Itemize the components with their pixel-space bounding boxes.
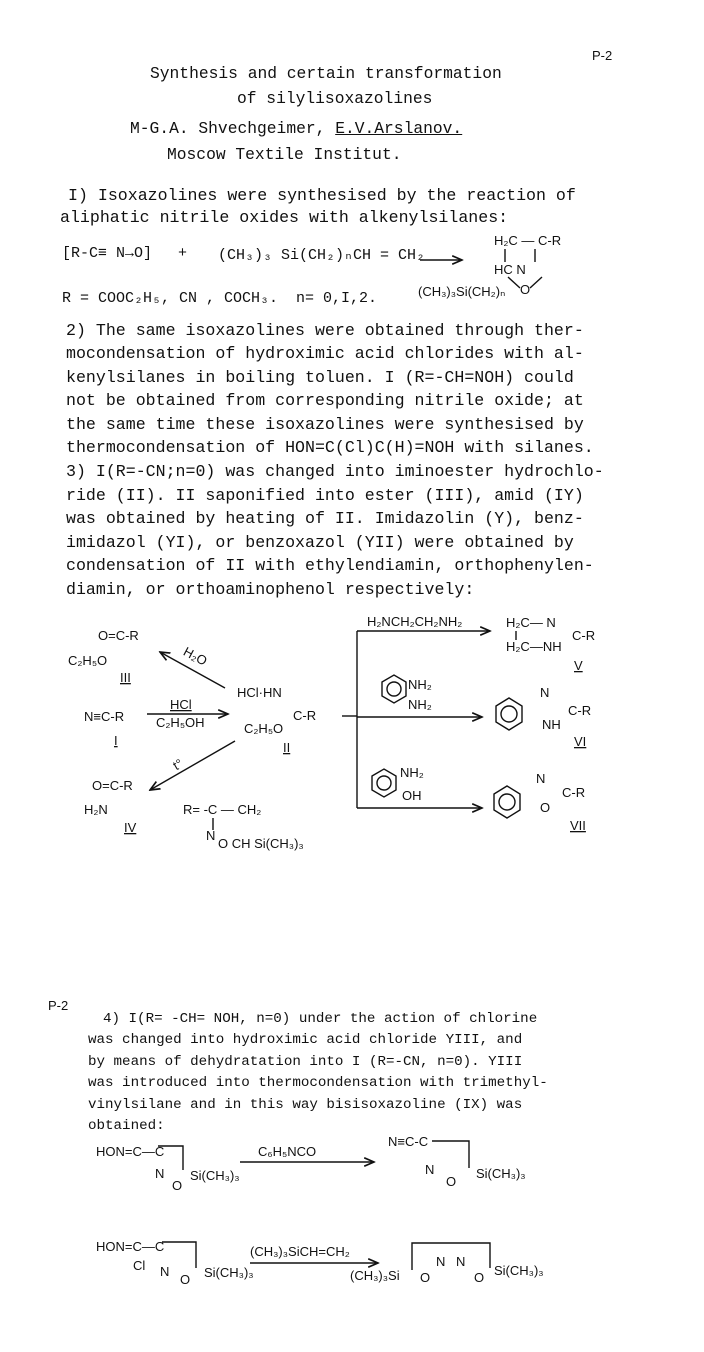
author-1: M-G.A. Shvechgeimer, — [130, 119, 336, 138]
benzoxazol-cr: C-R — [562, 785, 586, 800]
section4-line: by means of dehydratation into I (R=-CN, n=0). YIII — [88, 1054, 523, 1070]
iminoester-substituent: C₂H₅O — [244, 721, 284, 736]
r-definition-n: N — [206, 828, 216, 843]
ethylendiamine-label: H₂NCH₂CH₂NH₂ — [367, 614, 463, 629]
water-label: H₂O — [181, 643, 210, 669]
nitrile-formula: N≡C-R — [84, 709, 125, 724]
body-line: diamin, or orthoaminophenol respectively: — [66, 580, 475, 599]
page-number-bottom: P-2 — [48, 998, 69, 1013]
benzene-ring-icon — [494, 786, 520, 818]
alkenylsilane: (CH₃)₃ Si(CH₂)ₙCH = CH₂ — [218, 247, 426, 264]
compound-number-i: I — [114, 733, 118, 748]
trimethylsilyl-left: (CH₃)₃Si — [350, 1268, 400, 1283]
body-line: kenylsilanes in boiling toluen. I (R=-CH=NOH) could — [66, 368, 574, 387]
benzene-ring-icon — [372, 769, 396, 797]
heating-arrow — [150, 741, 235, 790]
trimethylsilyl-right: Si(CH₃)₃ — [494, 1263, 544, 1278]
ring-o: O — [446, 1174, 457, 1189]
ring-n: N — [436, 1254, 446, 1269]
author-2: E.V.Arslanov. — [335, 119, 463, 138]
section4-line: was introduced into thermocondensation with trimethyl- — [88, 1075, 548, 1091]
body-line: condensation of II with ethylendiamin, orthophenylen- — [66, 556, 594, 575]
amide-formula: O=C-R — [92, 778, 133, 793]
r-definition-bottom: O CH Si(CH₃)₃ — [218, 836, 304, 851]
phenylisocyanate-label: C₆H₅NCO — [258, 1144, 317, 1159]
section4-line: obtained: — [88, 1118, 165, 1134]
benzoxazol-n: N — [536, 771, 546, 786]
section4-line: was changed into hydroximic acid chloride YIII, and — [88, 1032, 523, 1048]
trimethylsilyl: Si(CH₃)₃ — [190, 1168, 240, 1183]
page-number-top: P-2 — [592, 48, 613, 63]
benzimidazol-n: N — [540, 685, 550, 700]
body-line: imidazol (YI), or benzoxazol (YII) were obtained by — [66, 533, 574, 552]
compound-number-vii: VII — [570, 818, 586, 833]
bisisoxazoline-bonds — [412, 1243, 490, 1270]
trimethylsilyl: Si(CH₃)₃ — [476, 1166, 526, 1181]
oxime-isoxazoline: HON=C—C — [96, 1144, 165, 1159]
nitrile-oxide: [R-C≡ N→O] — [62, 245, 153, 262]
compound-number-ii: II — [283, 740, 291, 755]
imidazolin-top: H₂C— N — [506, 615, 556, 630]
compound-number-iii: III — [120, 670, 131, 685]
plus-sign: + — [178, 245, 188, 262]
body-line: the same time these isoxazolines were synthesised by — [66, 415, 584, 434]
benzimidazol-cr: C-R — [568, 703, 592, 718]
heat-label: t° — [170, 755, 186, 774]
aminophenol-nh2: NH₂ — [400, 765, 424, 780]
trimethylsilyl: Si(CH₃)₃ — [204, 1265, 254, 1280]
cyano-isoxazoline: N≡C-C — [388, 1134, 429, 1149]
ring-o: O — [420, 1270, 431, 1285]
section4-line: vinylsilane and in this way bisisoxazoline (IX) was — [88, 1097, 523, 1113]
chloro-oxime-isoxazoline: HON=C—C — [96, 1239, 165, 1254]
isoxazoline-top: H₂C — C-R — [494, 233, 562, 248]
isoxazoline-substituent: (CH₃)₃Si(CH₂)ₙ — [418, 284, 506, 299]
benzene-ring-icon — [382, 675, 406, 703]
benzene-ring-icon — [496, 698, 522, 730]
body-line: was obtained by heating of II. Imidazolin (Y), benz- — [66, 509, 584, 528]
vinylsilane-label: (CH₃)₃SiCH=CH₂ — [250, 1244, 350, 1259]
body-line: 3) I(R=-CN;n=0) was changed into iminoester hydrochlo- — [66, 462, 604, 481]
compound-number-iv: IV — [124, 820, 137, 835]
ring-n: N — [425, 1162, 435, 1177]
body-line: mocondensation of hydroximic acid chlorides with al- — [66, 344, 584, 363]
bond — [530, 277, 542, 288]
imidazolin-cr: C-R — [572, 628, 596, 643]
imidazolin-bottom: H₂C—NH — [506, 639, 562, 654]
ring-n: N — [155, 1166, 165, 1181]
ring-n: N — [456, 1254, 466, 1269]
ring-o: O — [172, 1178, 183, 1193]
body-line: 2) The same isoxazolines were obtained through ther- — [66, 321, 584, 340]
section4-line: 4) I(R= -CH= NOH, n=0) under the action of chlorine — [103, 1011, 538, 1027]
compound-number-vi: VI — [574, 734, 587, 749]
section1-line: aliphatic nitrile oxides with alkenylsilanes: — [60, 208, 509, 227]
institute: Moscow Textile Institut. — [167, 145, 402, 164]
iminoester-cr: C-R — [293, 708, 317, 723]
phenylenediamine-nh2-a: NH₂ — [408, 677, 432, 692]
iminoester-top: HCl·HN — [237, 685, 282, 700]
isoxazoline-o: O — [520, 282, 531, 297]
body-line: thermocondensation of HON=C(Cl)C(H)=NOH with silanes. — [66, 438, 594, 457]
body-line: not be obtained from corresponding nitrile oxide; at — [66, 391, 584, 410]
bond — [508, 277, 520, 288]
phenylenediamine-nh2-b: NH₂ — [408, 697, 432, 712]
reagent-ethanol: C₂H₅OH — [156, 715, 205, 730]
ring-bond — [432, 1141, 469, 1168]
ring-n: N — [160, 1264, 170, 1279]
section1-line: I) Isoxazolines were synthesised by the reaction of — [68, 186, 576, 205]
ester-formula: O=C-R — [98, 628, 139, 643]
title-line-2: of silylisoxazolines — [237, 89, 433, 108]
compound-number-v: V — [574, 658, 583, 673]
amide-substituent: H₂N — [84, 802, 108, 817]
isoxazoline-mid: HC N — [494, 262, 526, 277]
title-line-1: Synthesis and certain transformation — [150, 64, 502, 83]
ring-o: O — [180, 1272, 191, 1287]
benzimidazol-nh: NH — [542, 717, 561, 732]
body-line: ride (II). II saponified into ester (III), amid (IY) — [66, 486, 584, 505]
benzoxazol-o: O — [540, 800, 551, 815]
r-definition-top: R= -C — CH₂ — [183, 802, 262, 817]
ring-o: O — [474, 1270, 485, 1285]
reagent-hcl: HCl — [170, 697, 192, 712]
aminophenol-oh: OH — [402, 788, 422, 803]
conditions: R = COOC₂H₅, CN , COCH₃. n= 0,I,2. — [62, 290, 378, 307]
chlorine-substituent: Cl — [133, 1258, 146, 1273]
ester-substituent: C₂H₅O — [68, 653, 108, 668]
